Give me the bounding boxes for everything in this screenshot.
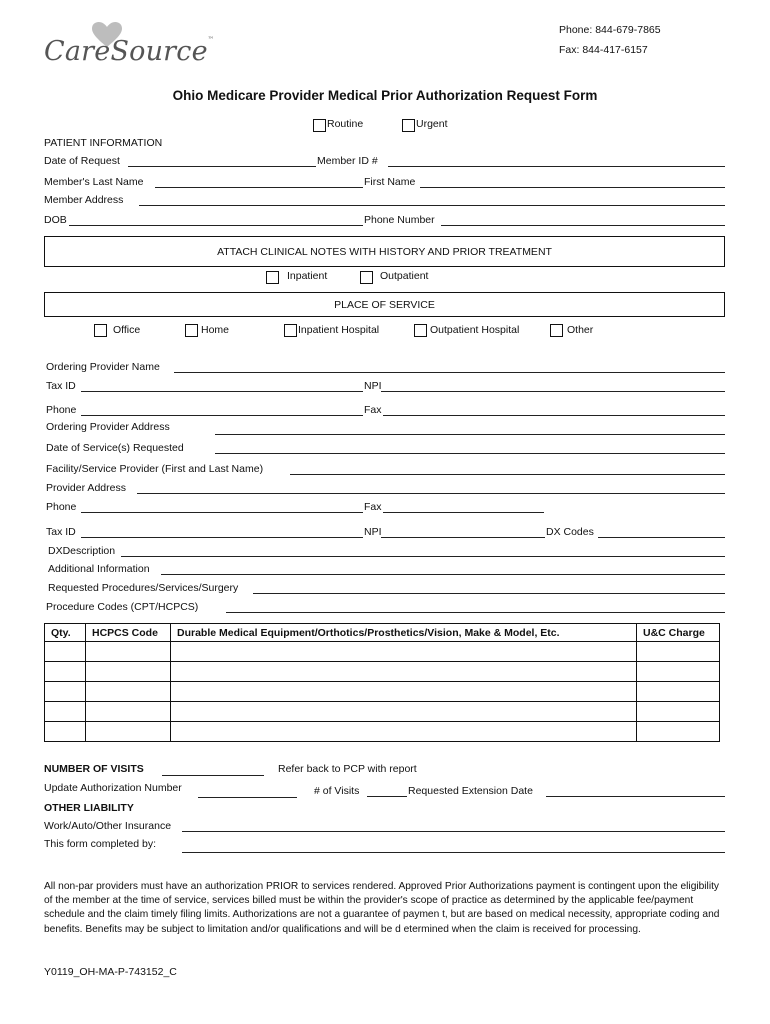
additional-info-field[interactable]: [161, 574, 725, 575]
facility-phone-label: Phone: [46, 501, 77, 513]
outpatient-checkbox[interactable]: [360, 271, 373, 284]
requested-procedures-field[interactable]: [253, 593, 725, 594]
facility-npi-field[interactable]: [381, 537, 545, 538]
provider-address-field[interactable]: [137, 493, 725, 494]
hcpcs-cell[interactable]: [86, 702, 171, 722]
member-id-label: Member ID #: [317, 155, 378, 167]
refer-back-label: Refer back to PCP with report: [278, 763, 417, 775]
update-auth-label: Update Authorization Number: [44, 782, 182, 794]
dme-description-header: Durable Medical Equipment/Orthotics/Prosthetics/Vision, Make & Model, Etc.: [171, 624, 637, 642]
qty-cell[interactable]: [45, 662, 86, 682]
facility-fax-label: Fax: [364, 501, 382, 513]
table-row: [45, 682, 720, 702]
header-phone: Phone: 844-679-7865: [559, 24, 661, 36]
ordering-phone-field[interactable]: [81, 415, 363, 416]
table-row: [45, 722, 720, 742]
inpatient-label: Inpatient: [287, 270, 328, 282]
form-title: Ohio Medicare Provider Medical Prior Authorization Request Form: [172, 88, 598, 103]
date-of-service-label: Date of Service(s) Requested: [46, 442, 184, 454]
extension-date-field[interactable]: [546, 796, 725, 797]
ordering-address-label: Ordering Provider Address: [46, 421, 170, 433]
qty-cell[interactable]: [45, 642, 86, 662]
table-row: [45, 642, 720, 662]
brand-trademark: ™: [207, 36, 214, 43]
dob-field[interactable]: [69, 225, 363, 226]
routine-checkbox[interactable]: [313, 119, 326, 132]
dx-codes-label: DX Codes: [546, 526, 594, 538]
number-of-visits-field[interactable]: [162, 775, 264, 776]
other-label: Other: [567, 324, 594, 336]
table-header-row: [45, 624, 720, 642]
completed-by-field[interactable]: [182, 852, 725, 853]
additional-info-label: Additional Information: [48, 563, 150, 575]
num-visits-label: # of Visits: [314, 785, 360, 797]
ordering-provider-name-label: Ordering Provider Name: [46, 361, 160, 373]
dob-label: DOB: [44, 214, 67, 226]
ordering-phone-label: Phone: [46, 404, 77, 416]
other-checkbox[interactable]: [550, 324, 563, 337]
qty-cell[interactable]: [45, 722, 86, 742]
authorization-notice: All non-par providers must have an authorization PRIOR to services rendered. Approved Prior Authorizations payment is contingent upon the eligibility of the member at the time of service, services billed must be within the provider's scope of practice as determined by the applicable fee/payment schedule and the claim timely filing limits. Authorizations are not a guarantee of paymen t, but are based on medical necessity, appropriate coding and benefits. Benefits may be subject to limitation and/or qualifications and will be d etermined when the claim is received for processing.: [44, 881, 720, 935]
hcpcs-header: HCPCS Code: [86, 624, 171, 642]
ordering-tax-id-field[interactable]: [81, 391, 363, 392]
dx-codes-field[interactable]: [598, 537, 725, 538]
date-of-request-field[interactable]: [128, 166, 316, 167]
table-row: [45, 702, 720, 722]
completed-by-label: This form completed by:: [44, 838, 157, 850]
uc-charge-cell[interactable]: [637, 702, 720, 722]
hcpcs-cell[interactable]: [86, 722, 171, 742]
uc-charge-cell[interactable]: [637, 662, 720, 682]
form-id: Y0119_OH-MA-P-743152_C: [44, 966, 177, 978]
table-row: [45, 662, 720, 682]
extension-date-label: Requested Extension Date: [408, 785, 533, 797]
date-of-request-label: Date of Request: [44, 155, 120, 167]
hcpcs-cell[interactable]: [86, 662, 171, 682]
facility-provider-field[interactable]: [290, 474, 725, 475]
insurance-label: Work/Auto/Other Insurance: [44, 820, 172, 832]
facility-npi-label: NPI: [364, 526, 382, 538]
ordering-fax-label: Fax: [364, 404, 382, 416]
caresource-logo: [44, 36, 214, 67]
ordering-npi-field[interactable]: [381, 391, 725, 392]
update-auth-field[interactable]: [198, 797, 297, 798]
facility-phone-field[interactable]: [81, 512, 363, 513]
outpatient-hospital-checkbox[interactable]: [414, 324, 427, 337]
facility-tax-id-label: Tax ID: [46, 526, 76, 538]
office-checkbox[interactable]: [94, 324, 107, 337]
qty-cell[interactable]: [45, 702, 86, 722]
phone-number-field[interactable]: [441, 225, 725, 226]
ordering-tax-id-label: Tax ID: [46, 380, 76, 392]
inpatient-hospital-checkbox[interactable]: [284, 324, 297, 337]
place-of-service-label: PLACE OF SERVICE: [334, 299, 435, 311]
number-of-visits-label: NUMBER OF VISITS: [44, 763, 144, 775]
outpatient-hospital-label: Outpatient Hospital: [430, 324, 520, 336]
ordering-fax-field[interactable]: [383, 415, 725, 416]
inpatient-hospital-label: Inpatient Hospital: [298, 324, 380, 336]
ordering-npi-label: NPI: [364, 380, 382, 392]
qty-header: Qty.: [45, 624, 86, 642]
uc-charge-cell[interactable]: [637, 642, 720, 662]
uc-charge-cell[interactable]: [637, 722, 720, 742]
facility-fax-field[interactable]: [383, 512, 544, 513]
dme-description-cell[interactable]: [171, 642, 637, 662]
header-fax: Fax: 844-417-6157: [559, 44, 648, 56]
other-liability-heading: OTHER LIABILITY: [44, 802, 134, 814]
num-visits-field[interactable]: [367, 796, 407, 797]
ordering-address-field[interactable]: [215, 434, 725, 435]
facility-tax-id-field[interactable]: [81, 537, 363, 538]
provider-address-label: Provider Address: [46, 482, 126, 494]
dme-description-cell[interactable]: [171, 722, 637, 742]
inpatient-checkbox[interactable]: [266, 271, 279, 284]
dx-description-label: DXDescription: [48, 545, 116, 557]
first-name-label: First Name: [364, 176, 416, 188]
insurance-field[interactable]: [182, 831, 725, 832]
urgent-checkbox[interactable]: [402, 119, 415, 132]
ordering-provider-name-field[interactable]: [174, 372, 725, 373]
brand-name: CareSource: [44, 36, 208, 67]
date-of-service-field[interactable]: [215, 453, 725, 454]
outpatient-label: Outpatient: [380, 270, 429, 282]
attach-notes-label: ATTACH CLINICAL NOTES WITH HISTORY AND PRIOR TREATMENT: [217, 246, 552, 258]
procedure-codes-label: Procedure Codes (CPT/HCPCS): [46, 601, 199, 613]
home-label: Home: [201, 324, 230, 336]
home-checkbox[interactable]: [185, 324, 198, 337]
uc-charge-header: U&C Charge: [637, 624, 720, 642]
phone-number-label: Phone Number: [364, 214, 435, 226]
dx-description-field[interactable]: [121, 556, 725, 557]
dme-table: [44, 623, 720, 742]
patient-section-heading: PATIENT INFORMATION: [44, 137, 163, 149]
dme-description-cell[interactable]: [171, 682, 637, 702]
last-name-field[interactable]: [155, 187, 363, 188]
facility-provider-label: Facility/Service Provider (First and Last Name): [46, 463, 264, 475]
uc-charge-cell[interactable]: [637, 682, 720, 702]
member-address-field[interactable]: [139, 205, 725, 206]
last-name-label: Member's Last Name: [44, 176, 144, 188]
member-address-label: Member Address: [44, 194, 124, 206]
office-label: Office: [113, 324, 141, 336]
procedure-codes-field[interactable]: [226, 612, 725, 613]
first-name-field[interactable]: [420, 187, 725, 188]
qty-cell[interactable]: [45, 682, 86, 702]
routine-label: Routine: [327, 118, 364, 130]
dme-description-cell[interactable]: [171, 662, 637, 682]
requested-procedures-label: Requested Procedures/Services/Surgery: [48, 582, 239, 594]
hcpcs-cell[interactable]: [86, 682, 171, 702]
urgent-label: Urgent: [416, 118, 448, 130]
member-id-field[interactable]: [388, 166, 725, 167]
dme-description-cell[interactable]: [171, 702, 637, 722]
hcpcs-cell[interactable]: [86, 642, 171, 662]
